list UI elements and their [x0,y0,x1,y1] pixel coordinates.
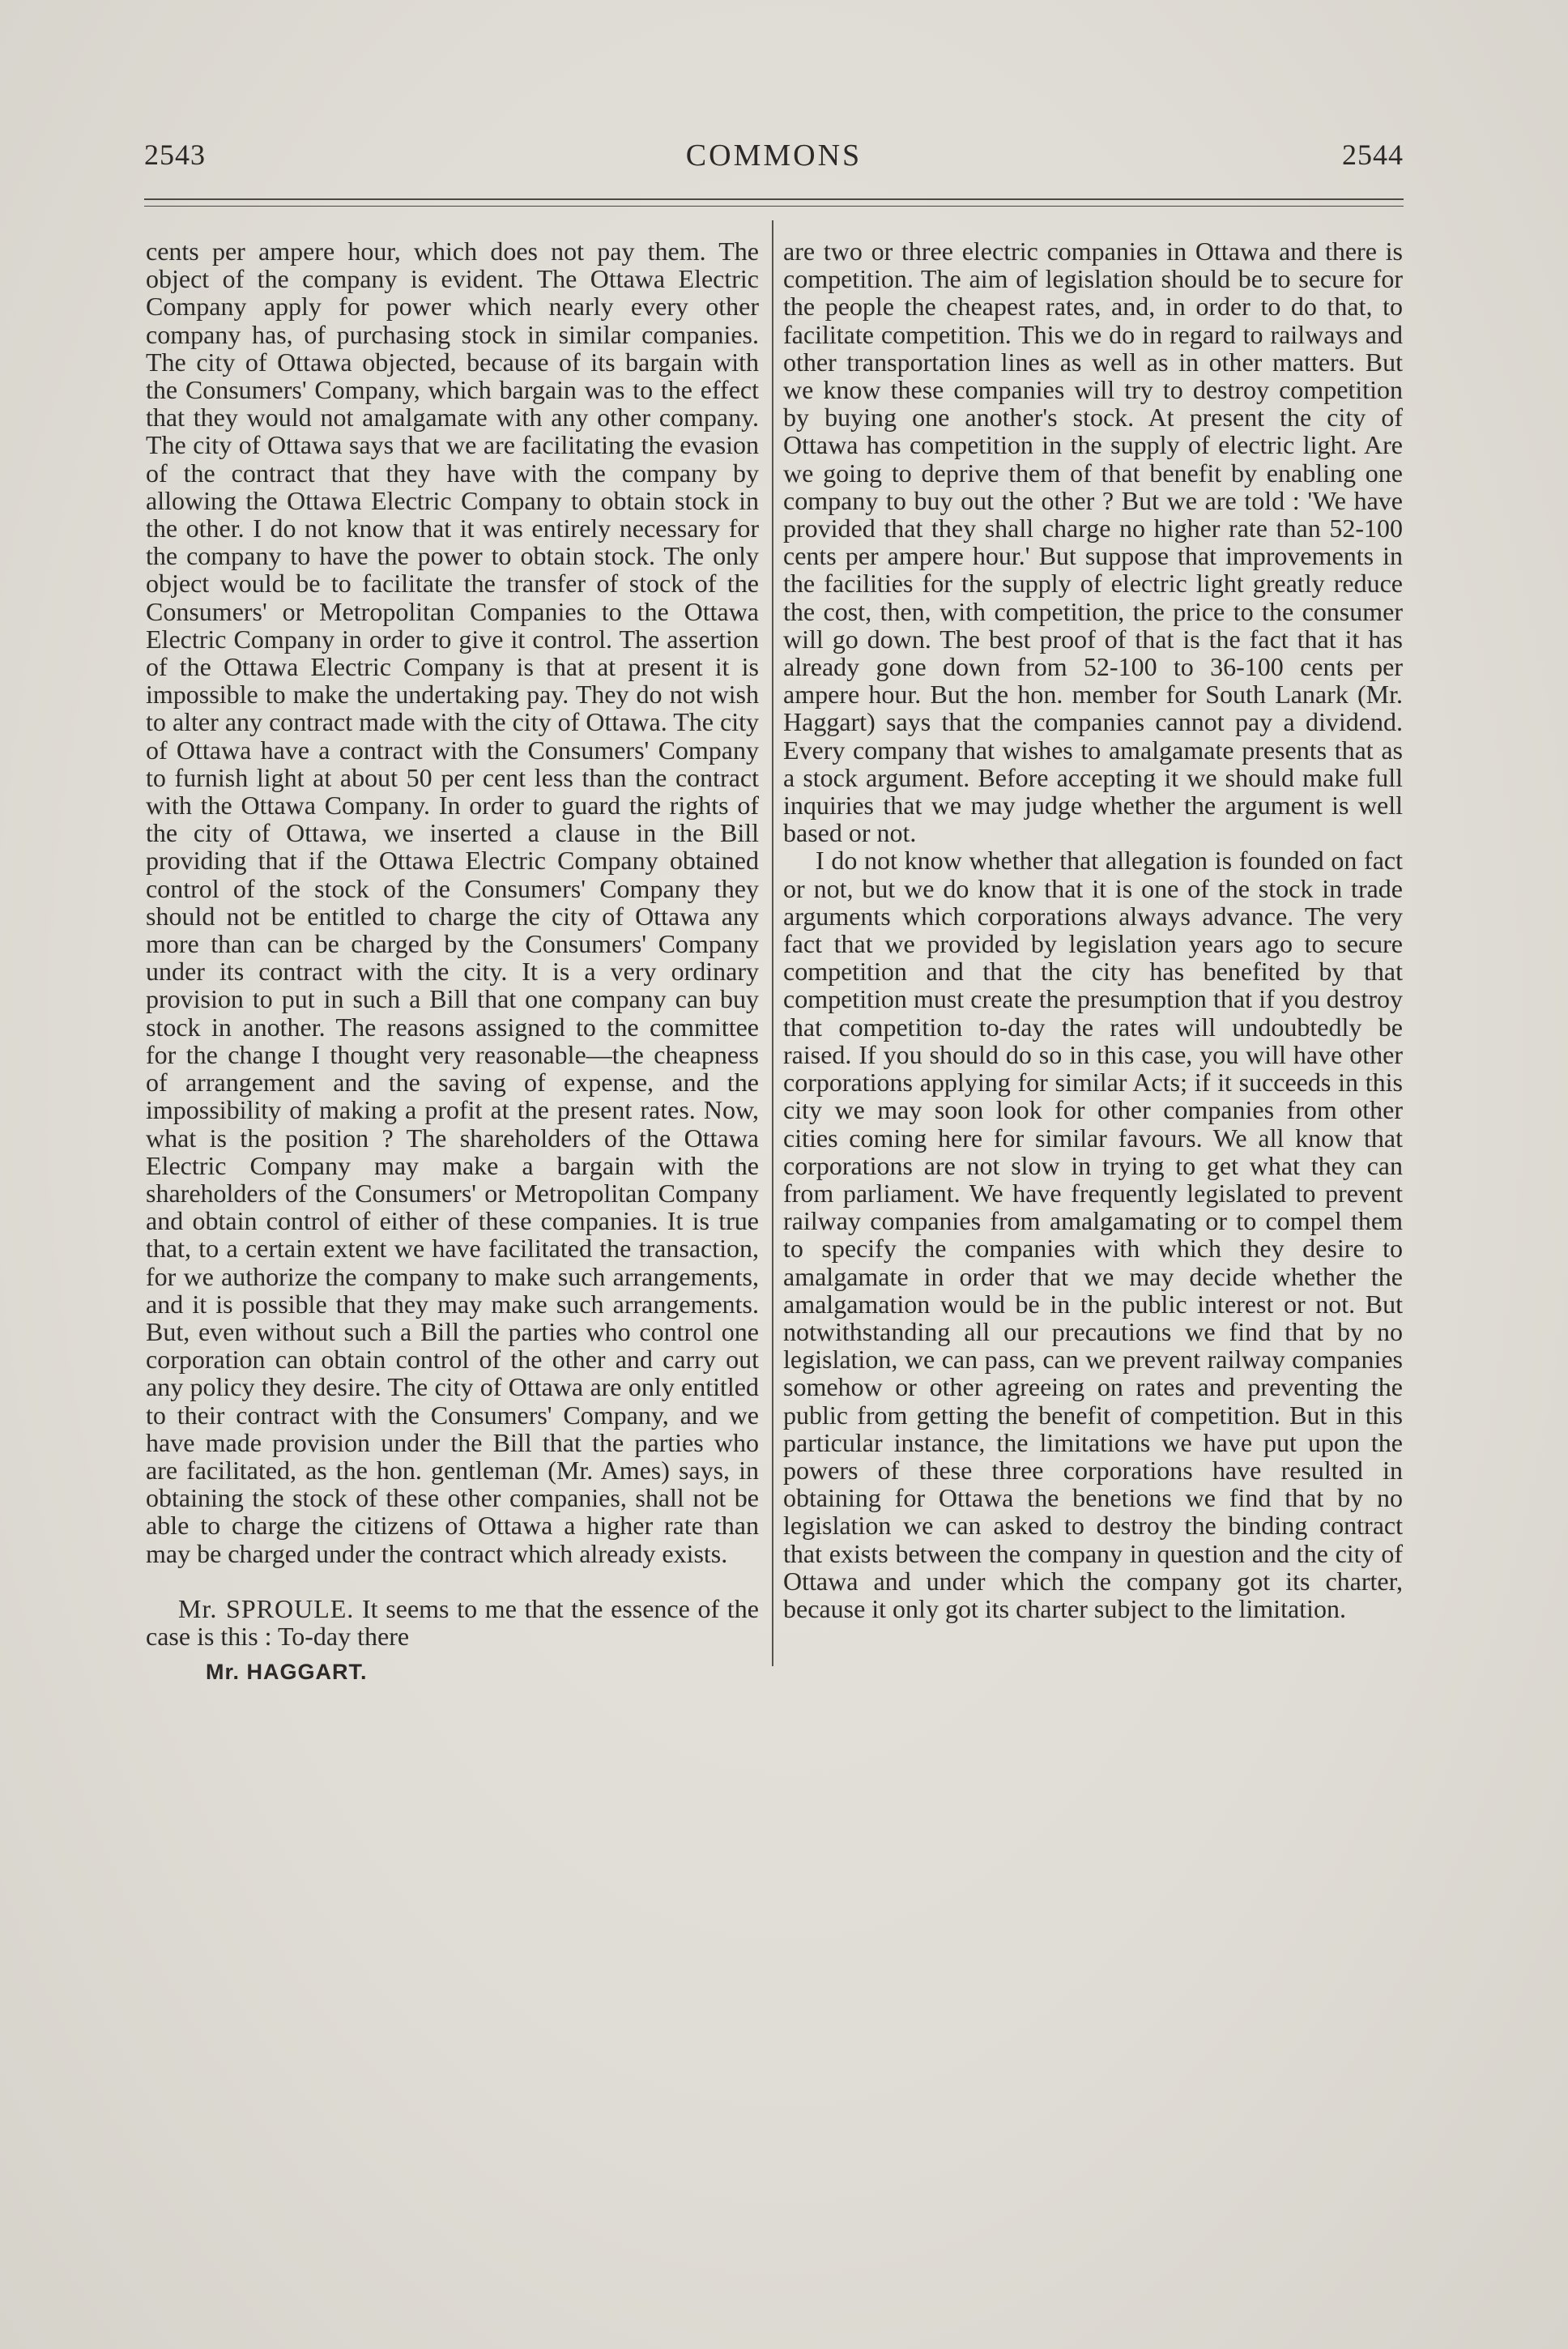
speech-text: It seems to me that the essence of the case is this : To-day there [146,1593,760,1651]
left-column [146,237,759,1650]
header-rule-top [144,198,1404,200]
speaker-name: Mr. SPROULE. [178,1593,355,1623]
column-divider [772,220,773,1666]
right-paragraph-1: are two or three electric companies in Ottawa and there is competition. The aim of legislation should be to secure for the people the cheapest rates, and, in order to do that, to facilitate competition. This we do in regard to railways and other transportation lines as well as in other matters. But we know these companies will try to destroy competition by buying one another's stock. At present the city of Ottawa has competition in the supply of electric light. Are we going to deprive them of that benefit by enabling one company to buy out the other ? But we are told : 'We have provided that they shall charge no higher rate than 52-100 cents per ampere hour.' But suppose that improvements in the facilities for the supply of electric light greatly reduce the cost, then, with competition, the price to the consumer will go down. The best proof of that is the fact that it has already gone down from 52-100 to 36-100 cents per ampere hour. But the hon. member for South Lanark (Mr. Haggart) says that the companies cannot pay a dividend. Every company that wishes to amalgamate presents that as a stock argument. Before accepting it we should make full inquiries that we may judge whether the argument is well based or not. [783,237,1403,848]
page-title: COMMONS [685,139,863,173]
page-header [144,138,1404,178]
right-paragraph-2: I do not know whether that allegation is founded on fact or not, but we do know that it is one of the stock in trade arguments which corporations always advance. The very fact that we provided by legislation years ago to secure competition and that the city has benefited by that competition must create the presumption that if you destroy that competition to-day the rates will undoubtedly be raised. If you should do so in this case, you will have other corporations applying for similar Acts; if it succeeds in this city we may soon look for other companies from other cities coming here for similar favours. We all know that corporations are not slow in trying to get what they can from parliament. We have frequently legislated to prevent railway companies from amalgamating or to compel them to specify the companies with which they desire to amalgamate in order that we may decide whether the amalgamation would be in the public interest or not. But notwithstanding all our precautions we find that by no legislation, we can pass, can we prevent railway companies somehow or other agreeing on rates and preventing the public from getting the benefit of competition. But in this particular instance, the limitations we have put upon the powers of these three corporations have resulted in obtaining for Ottawa the benetions we find that by no legislation we can asked to destroy the binding contract that exists between the company in question and the city of Ottawa and under which the company got its charter, because it only got its charter subject to the limitation. [783,846,1403,1623]
left-paragraph-2 [146,1595,759,1650]
right-column [783,237,1403,1622]
page-number-left: 2543 [144,139,206,171]
left-paragraph-1: cents per ampere hour, which does not pay them. The object of the company is evident. The Ottawa Electric Company apply for power which nearly every other company has, of purchasing stock in similar companies. The city of Ottawa objected, because of its bargain with the Consumers' Company, which bargain was to the effect that they would not amalgamate with any other company. The city of Ottawa says that we are facilitating the evasion of the contract that they have with the company by allowing the Ottawa Electric Company to obtain stock in the other. I do not know that it was entirely necessary for the company to have the power to obtain stock. The only object would be to facilitate the transfer of stock of the Consumers' or Metropolitan Companies to the Ottawa Electric Company in order to give it control. The assertion of the Ottawa Electric Company is that at present it is impossible to make the undertaking pay. They do not wish to alter any contract made with the city of Ottawa. The city of Ottawa have a contract with the Consumers' Company to furnish light at about 50 per cent less than the contract with the Ottawa Company. In order to guard the rights of the city of Ottawa, we inserted a clause in the Bill providing that if the Ottawa Electric Company obtained control of the stock of the Consumers' Company they should not be entitled to charge the city of Ottawa any more than can be charged by the Consumers' Company under its contract with the city. It is a very ordinary provision to put in such a Bill that one company can buy stock in another. The reasons assigned to the committee for the change I thought very reasonable—the cheapness of arrangement and the saving of expense, and the impossibility of making a profit at the present rates. Now, what is the position ? The shareholders of the Ottawa Electric Company may make a bargain with the shareholders of the Consumers' or Metropolitan Company and obtain control of either of these companies. It is true that, to a certain extent we have facilitated the transaction, for we authorize the company to make such arrangements, and it is possible that they may make such arrangements. But, even without such a Bill the parties who control one corporation can obtain control of the other and carry out any policy they desire. The city of Ottawa are only entitled to their contract with the Consumers' Company, and we have made provision under the Bill that the parties who are facilitated, as the hon. gentleman (Mr. Ames) says, in obtaining the stock of these other companies, shall not be able to charge the citizens of Ottawa a higher rate than may be charged under the contract which already exists. [146,237,759,1568]
header-rule-bottom [144,206,1404,207]
footer-speaker: Mr. HAGGART. [206,1660,368,1684]
page-number-right: 2544 [1342,139,1404,171]
